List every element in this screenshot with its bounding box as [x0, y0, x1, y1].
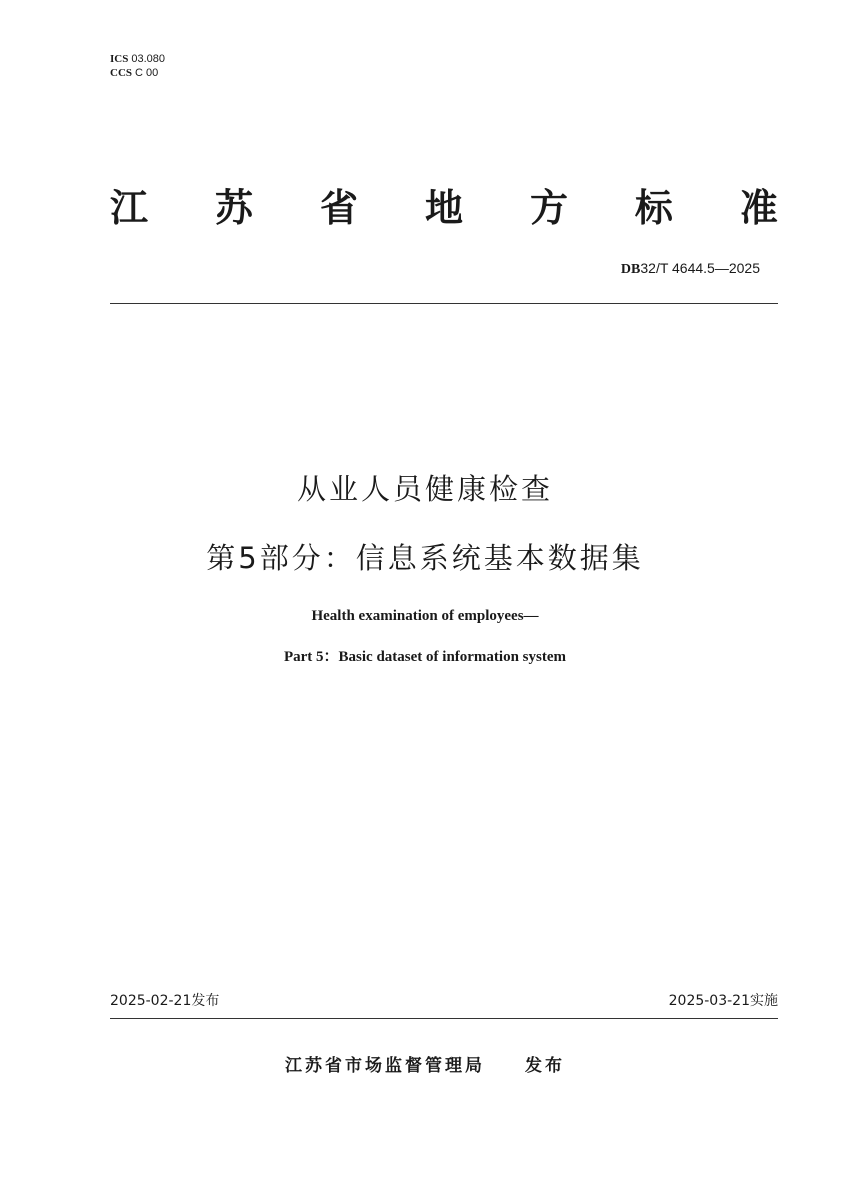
standard-type-char: 标 [634, 186, 673, 230]
ccs-value: C 00 [135, 67, 159, 79]
standard-type-char: 地 [424, 186, 463, 230]
title-en-line1: Health examination of employees— [311, 608, 539, 624]
footer-divider [110, 1018, 778, 1019]
publish-date: 2025-02-21发布 [110, 993, 220, 1009]
implement-date: 2025-03-21实施 [668, 993, 778, 1009]
standard-type-char: 准 [739, 186, 778, 230]
standard-type-char: 江 [110, 186, 149, 230]
standard-type-char: 苏 [214, 186, 253, 230]
title-en-line2: Part 5：Basic dataset of information system [283, 649, 567, 665]
issuer-name: 江苏省市场监督管理局 [285, 1056, 485, 1076]
ics-label: ICS [110, 53, 129, 65]
standard-type-char: 省 [319, 186, 358, 230]
issuer-action: 发布 [525, 1056, 565, 1076]
standard-number [621, 259, 760, 279]
title-cn-line2: 第5部分：信息系统基本数据集 [206, 541, 644, 575]
classification-codes [110, 52, 165, 80]
title-cn-line1: 从业人员健康检查 [296, 472, 553, 506]
ics-value: 03.080 [131, 53, 165, 65]
header-divider [110, 303, 778, 304]
standard-type-heading [110, 183, 778, 233]
standard-number-rest: 32/T 4644.5—2025 [640, 260, 760, 276]
standard-number-prefix: DB [620, 262, 641, 277]
issuer [0, 1051, 850, 1076]
ccs-label: CCS [110, 67, 133, 79]
standard-type-char: 方 [529, 186, 568, 230]
ics-code [110, 52, 165, 66]
ccs-code [110, 66, 165, 80]
